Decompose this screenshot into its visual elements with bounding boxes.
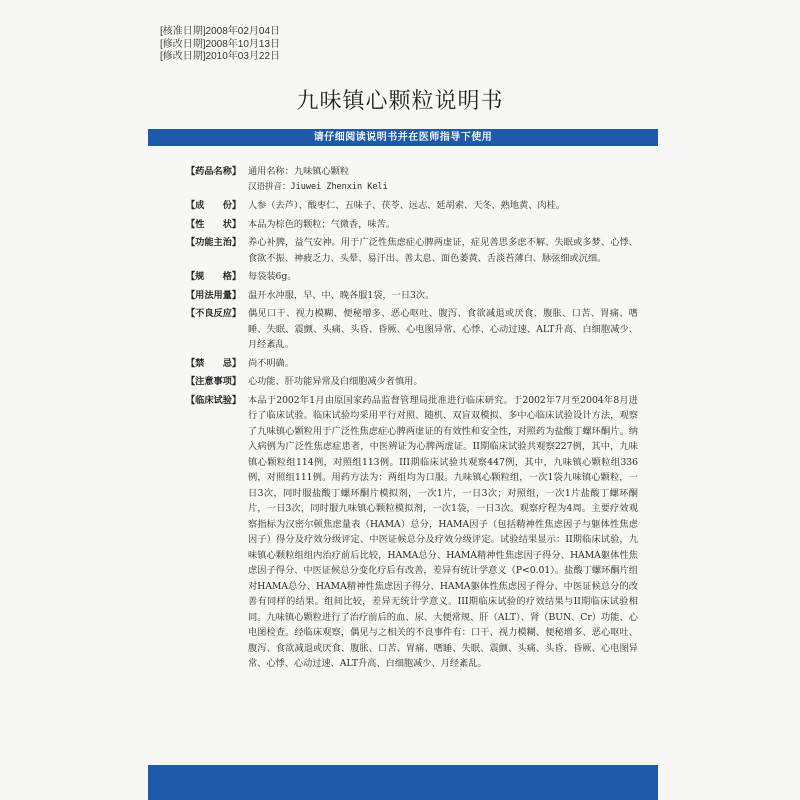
section-label: 【不良反应】 (186, 308, 242, 319)
section-label: 【功能主治】 (186, 237, 242, 248)
section-label: 【临床试验】 (186, 394, 242, 406)
section-label: 【禁 忌】 (186, 357, 242, 369)
section-label: 【用法用量】 (186, 289, 242, 301)
section-text: 尚不明确。 (248, 357, 294, 369)
section-label: 【药品名称】 (186, 166, 242, 177)
section-label: 【性 状】 (186, 218, 242, 230)
common-name: 通用名称：九味镇心颗粒 (248, 166, 350, 177)
section-text: 偶见口干、视力模糊、便秘增多、恶心呕吐、腹泻、食欲减退或厌食、腹胀、口苦、胃痛、嗜睡、失眠、震颤、头痛、头昏、昏厥、心电图异常、心悸、心动过速、ALT升高、白细胞减少、月经紊乱。 (248, 308, 638, 350)
section-text: 心功能、肝功能异常及白细胞减少者慎用。 (248, 376, 423, 387)
section-text: 本品为棕色的颗粒；气微香，味苦。 (248, 218, 395, 230)
section-dosage (186, 288, 638, 304)
section-text: 每袋装6g。 (248, 271, 297, 282)
footer-bar (148, 765, 658, 800)
revision-date-1: [修改日期]2008年10月13日 (160, 38, 281, 50)
revision-date-2: [修改日期]2010年03月22日 (160, 51, 281, 62)
instruction-banner: 请仔细阅读说明书并在医师指导下使用 (148, 129, 658, 146)
section-label: 【注意事项】 (186, 376, 242, 387)
leaflet-body (186, 164, 638, 675)
section-precautions (186, 374, 638, 390)
section-text: 人参（去芦）、酸枣仁、五味子、茯苓、远志、延胡索、天冬、熟地黄、肉桂。 (248, 200, 565, 211)
document-title: 九味镇心颗粒说明书 (296, 89, 504, 114)
section-label: 【成 份】 (186, 200, 242, 211)
section-specification (186, 269, 638, 285)
section-text: 温开水冲服，早、中、晚各服1袋，一日3次。 (248, 289, 435, 301)
section-contraindications (186, 356, 638, 372)
pinyin-name: 汉语拼音：Jiuwei Zhenxin Keli (248, 181, 388, 192)
section-text: 养心补脾，益气安神。用于广泛性焦虑症心脾两虚证，症见善思多虑不解、失眠或多梦、心悸、食欲不振、神疲乏力、头晕、易汗出、善太息、面色萎黄、舌淡苔薄白、脉弦细或沉细。 (248, 237, 638, 264)
section-drug-name (186, 164, 638, 195)
section-label: 【规 格】 (186, 271, 242, 282)
approval-date: [核准日期]2008年02月04日 (160, 26, 281, 37)
section-text: 本品于2002年1月由原国家药品监督管理局批准进行临床研究。于2002年7月至2004年8月进行了临床试验。临床试验均采用平行对照、随机、双盲双模拟、多中心临床试验设计方法，观察了九味镇心颗粒用于广泛性焦虑症心脾两虚证的有效性和安全性，对照药为盐酸丁螺环酮片。纳入病例为广泛性焦虑症患者，中医辨证为心脾两虚证。II期临床试验共观察227例，其中，九味镇心颗粒组114例，对照组113例。III期临床试验共观察447例，其中，九味镇心颗粒组336例，对照组111例。用药方法为：两组均为口服。九味镇心颗粒组，一次1袋九味镇心颗粒，一日3次，同时服盐酸丁螺环酮片模拟剂，一次1片，一日3次；对照组，一次1片盐酸丁螺环酮片，一日3次，同时服九味镇心颗粒模拟剂，一次1袋，一日3次。观察疗程为4周。主要疗效观察指标为汉密尔顿焦虑量表（HAMA）总分，HAMA因子（包括精神性焦虑因子与躯体性焦虑因子）得分及疗效分级评定、中医证候总分及疗效分级评定。试验结果显示：II期临床试验，九味镇心颗粒组组内治疗前后比较，HAMA总分、HAMA精神性焦虑因子得分、HAMA躯体性焦虑因子得分、中医证候总分变化疗后有改善，差异有统计学意义（P<0.01）。盐酸丁螺环酮片组对HAMA总分、HAMA精神性焦虑因子得分、HAMA躯体性焦虑因子得分、中医证候总分的改善有同样的结果。组间比较，差异无统计学意义。III期临床试验的疗效结果与II期临床试验相同。九味镇心颗粒进行了治疗前后的血、尿、大便常规、肝（ALT）、肾（BUN、Cr）功能、心电图检查。经临床观察，偶见与之相关的不良事件有：口干、视力模糊、便秘增多、恶心呕吐、腹泻、食欲减退或厌食、腹胀、口苦、胃痛、嗜睡、失眠、震颤、头痛、头昏、昏厥、心电图异常、心悸、心动过速、ALT升高、白细胞减少、月经紊乱。 (248, 394, 638, 669)
section-indications (186, 235, 638, 266)
section-clinical-trials (186, 393, 638, 672)
section-adverse-reactions (186, 306, 638, 353)
section-ingredients (186, 198, 638, 214)
section-properties (186, 217, 638, 233)
revision-dates (160, 26, 280, 64)
